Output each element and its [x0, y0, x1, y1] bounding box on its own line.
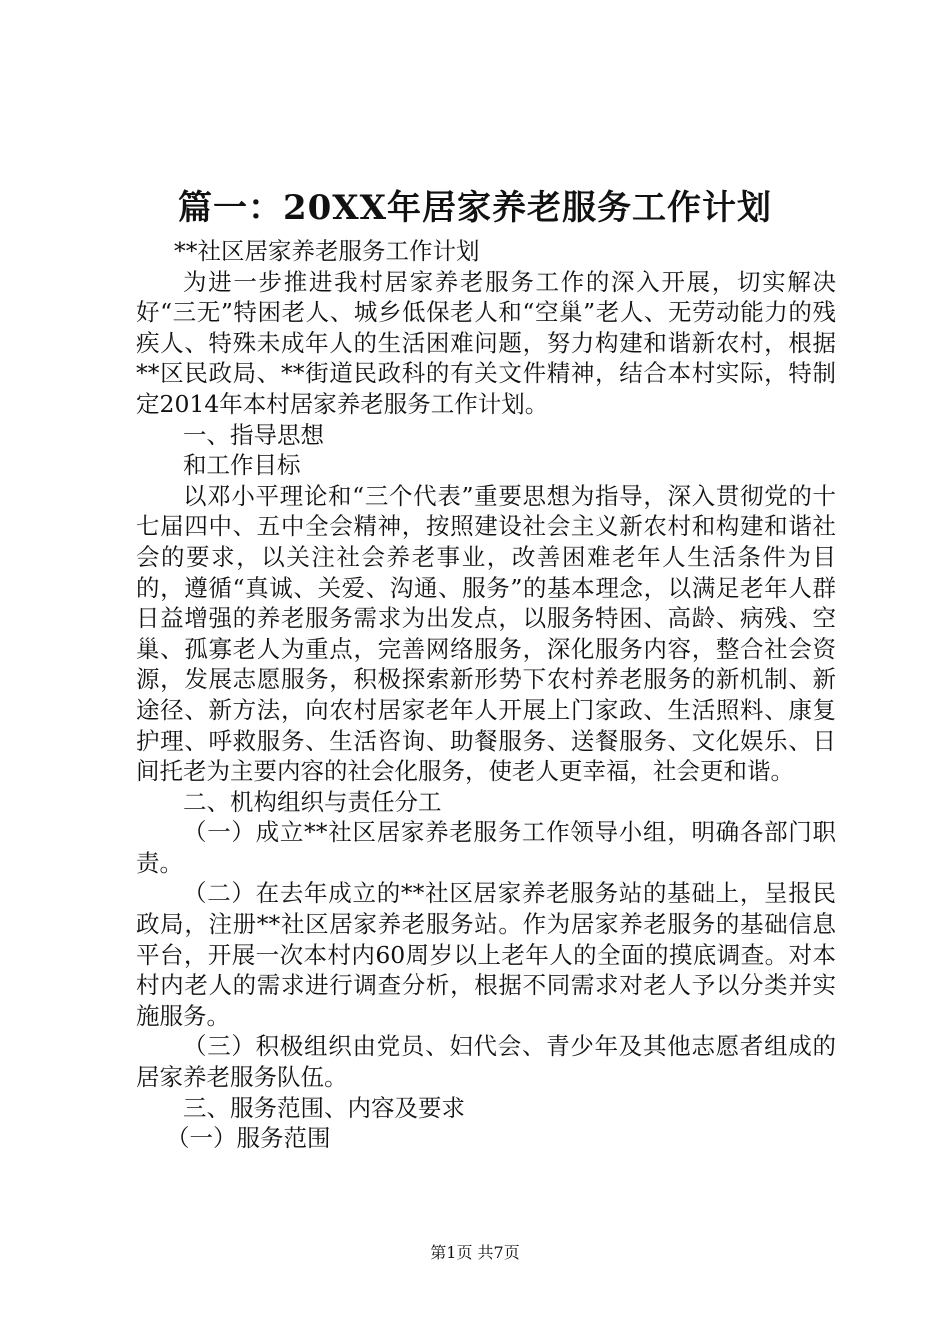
paragraph-subtitle: **社区居家养老服务工作计划: [174, 237, 480, 265]
heading-section-3: 三、服务范围、内容及要求: [183, 1093, 465, 1122]
paragraph-guiding-thought: 以邓小平理论和“三个代表”重要思想为指导，深入贯彻党的十七届四中、五中全会精神，按照建设社会主义新农村和构建和谐社会的要求，以关注社会养老事业，改善困难老年人生活条件为目的，遵循“真诚、关爱、沟通、服务”的基本理念，以满足老年人群日益增强的养老服务需求为出发点，以服务特困、高龄、病残、空巢、孤寡老人为重点，完善网络服务，深化服务内容，整合社会资源，发展志愿服务，积极探索新形势下农村养老服务的新机制、新途径、新方法，向农村居家老年人开展上门家政、生活照料、康复护理、呼救服务、生活咨询、助餐服务、送餐服务、文化娱乐、日间托老为主要内容的社会化服务，使老人更幸福，社会更和谐。: [136, 481, 836, 786]
heading-section-2: 二、机构组织与责任分工: [183, 787, 442, 816]
document-body: [136, 236, 836, 1154]
document-title: 篇一：20XX年居家养老服务工作计划: [177, 188, 773, 228]
paragraph-item-3: （三）积极组织由党员、妇代会、青少年及其他志愿者组成的居家养老服务队伍。: [136, 1032, 836, 1092]
paragraph-intro: 为进一步推进我村居家养老服务工作的深入开展，切实解决好“三无”特困老人、城乡低保老人和“空巢”老人、无劳动能力的残疾人、特殊未成年人的生活困难问题，努力构建和谐新农村，根据**区民政局、**街道民政科的有关文件精神，结合本村实际，特制定2014年本村居家养老服务工作计划。: [136, 267, 836, 418]
paragraph-item-2: （二）在去年成立的**社区居家养老服务站的基础上，呈报民政局，注册**社区居家养老服务站。作为居家养老服务的基础信息平台，开展一次本村内60周岁以上老年人的全面的摸底调查。对本村内老人的需求进行调查分析，根据不同需求对老人予以分类并实施服务。: [136, 879, 836, 1030]
heading-section-1: 一、指导思想: [183, 420, 324, 449]
paragraph-item-1: （一）成立**社区居家养老服务工作领导小组，明确各部门职责。: [136, 818, 836, 877]
heading-section-1-cont: 和工作目标: [183, 451, 301, 480]
heading-subsection-1: （一）服务范围: [166, 1124, 331, 1153]
page-footer: 第1页 共7页: [430, 1243, 520, 1262]
